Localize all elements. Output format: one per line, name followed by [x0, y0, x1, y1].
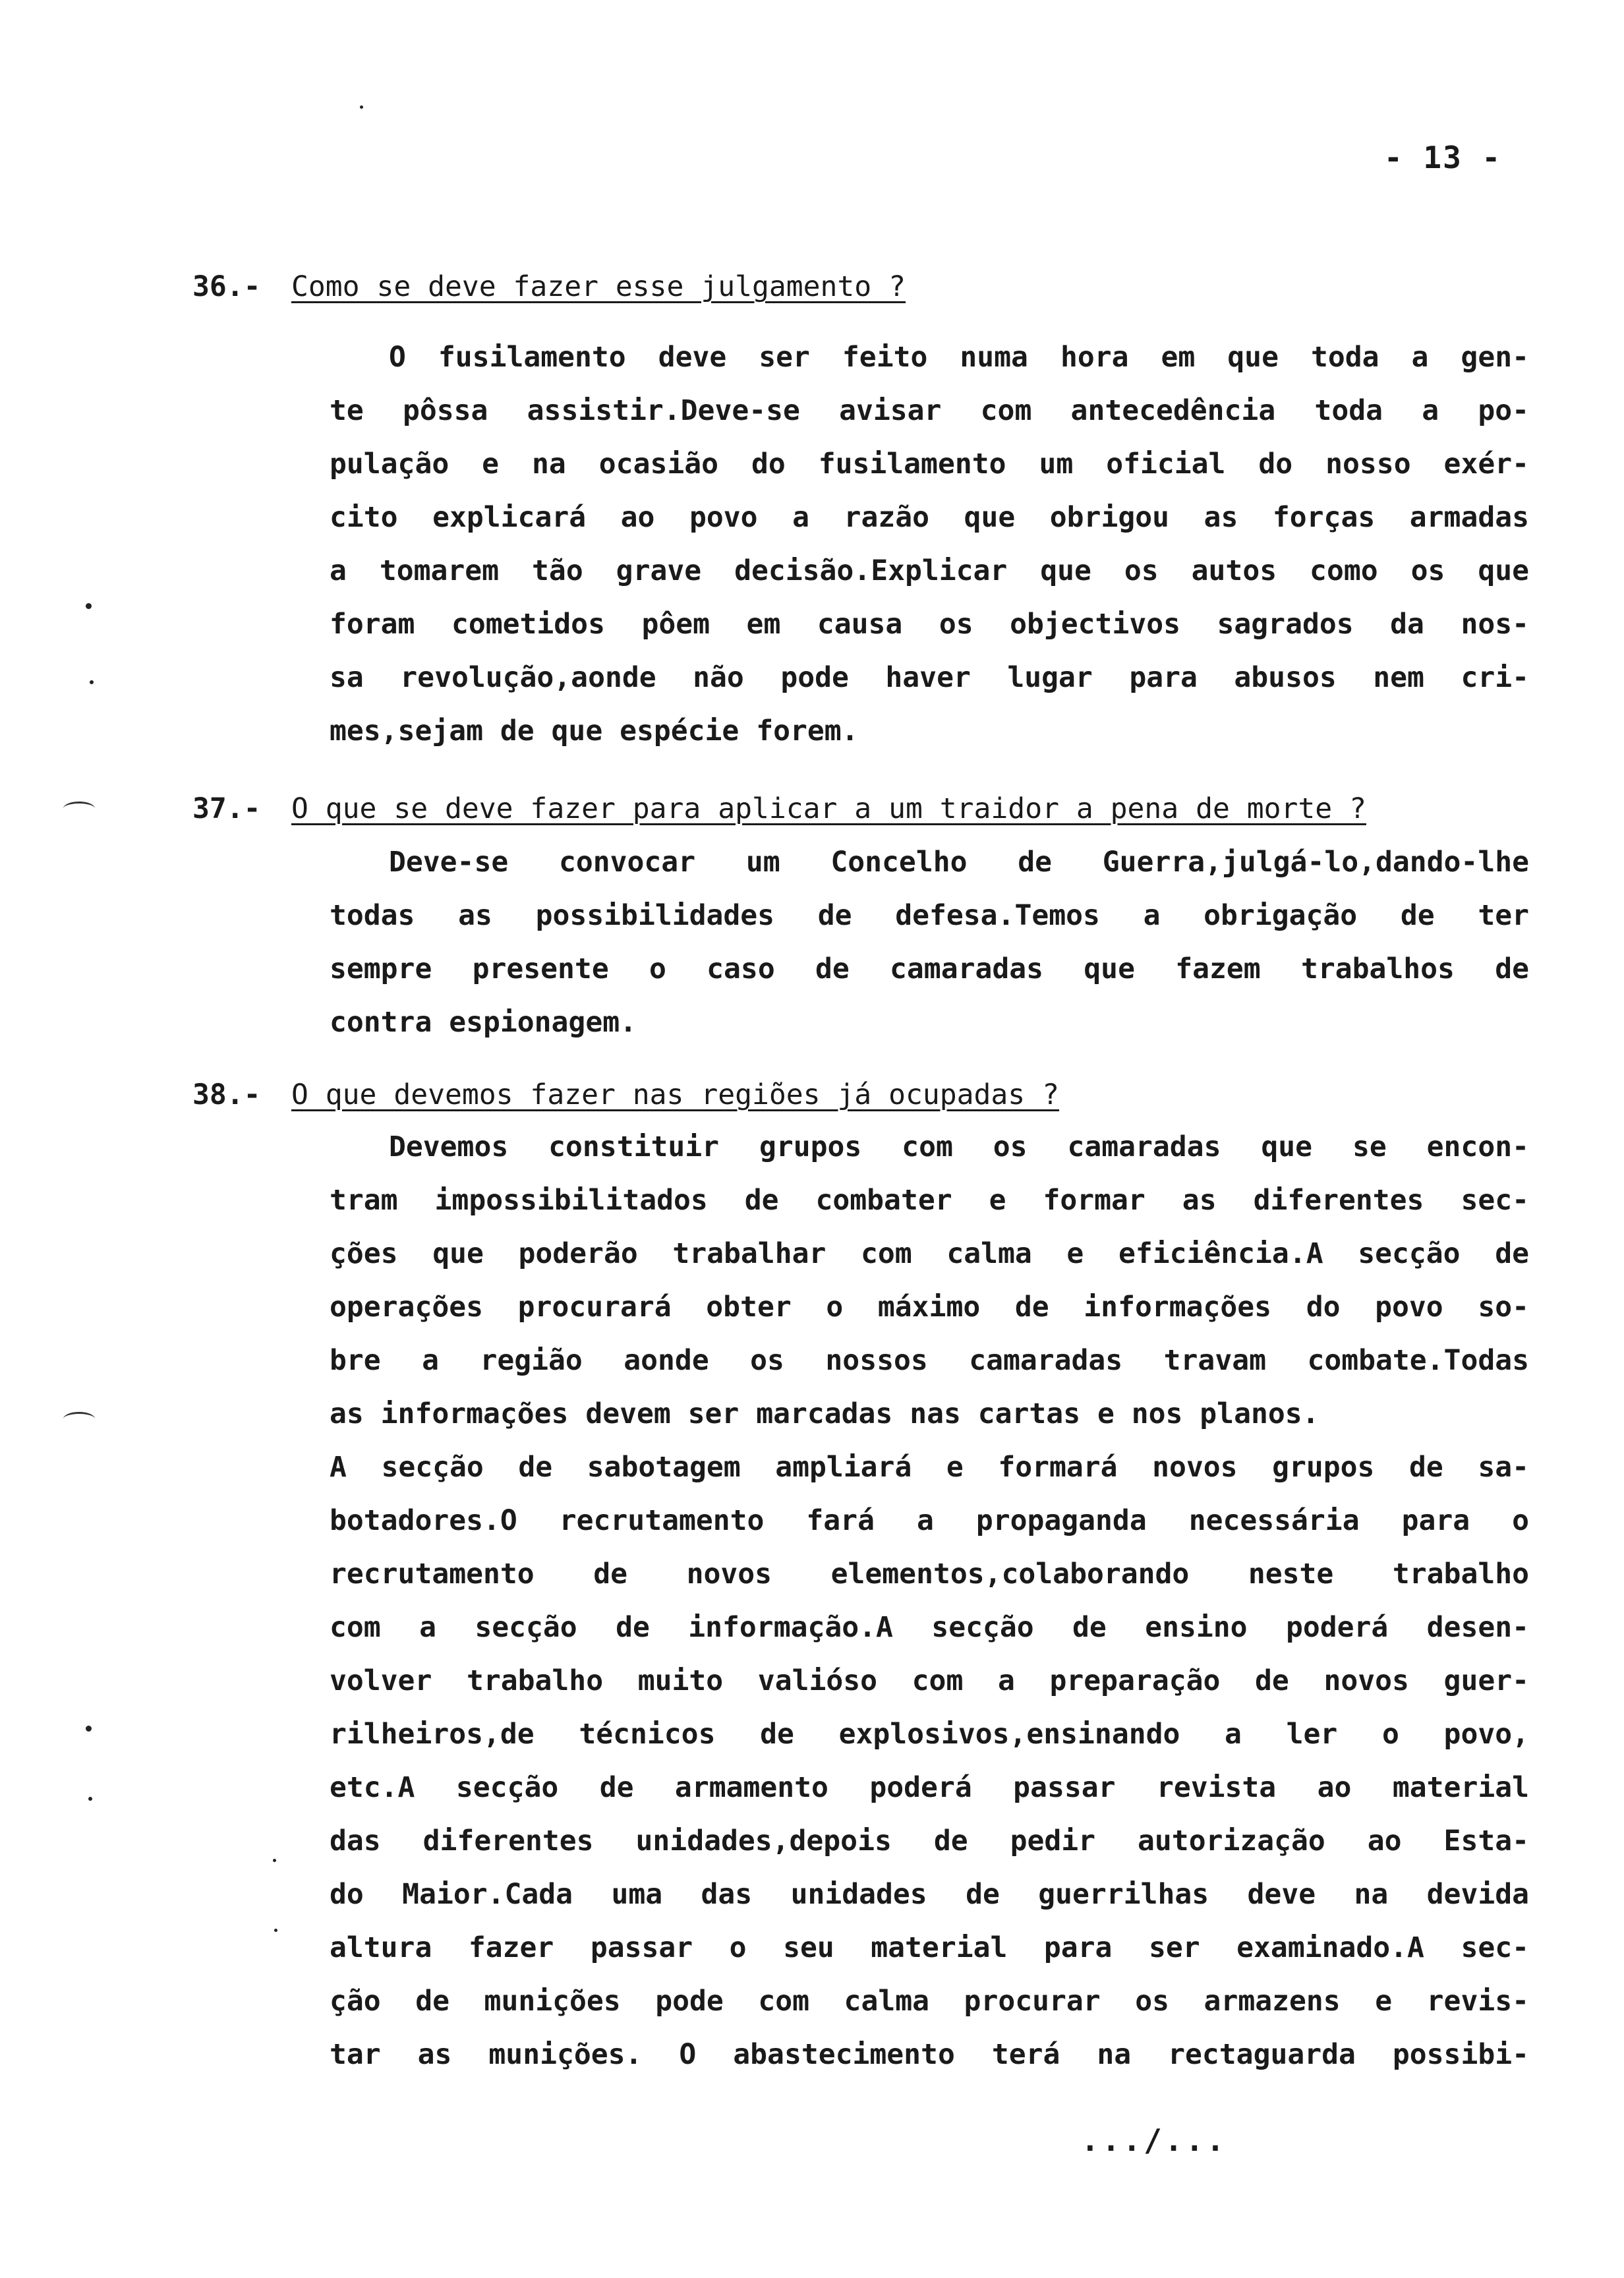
margin-dot-mark	[86, 1726, 92, 1732]
text-line: O fusilamento deve ser feito numa hora em que toda a gen-	[389, 341, 1529, 374]
text-line: pulação e na ocasião do fusilamento um oficial do nosso exér-	[330, 448, 1529, 481]
margin-dot-mark	[86, 603, 92, 609]
margin-arc-mark	[63, 802, 95, 815]
text-line: Deve-se convocar um Concelho de Guerra,julgá-lo,dando-lhe	[389, 846, 1529, 879]
text-line: sempre presente o caso de camaradas que fazem trabalhos de	[330, 952, 1529, 985]
text-line: foram cometidos pôem em causa os objectivos sagrados da nos-	[330, 608, 1529, 641]
question-title-36: Como se deve fazer esse julgamento ?	[291, 270, 906, 303]
text-line: cito explicará ao povo a razão que obrigou as forças armadas	[330, 501, 1529, 534]
text-line: sa revolução,aonde não pode haver lugar para abusos nem cri-	[330, 661, 1529, 694]
text-line: tram impossibilitados de combater e formar as diferentes sec-	[330, 1184, 1529, 1217]
text-line: A secção de sabotagem ampliará e formará novos grupos de sa-	[330, 1451, 1529, 1484]
text-line: das diferentes unidades,depois de pedir autorização ao Esta-	[330, 1825, 1529, 1857]
text-line: Devemos constituir grupos com os camaradas que se encon-	[389, 1130, 1529, 1163]
text-line: contra espionagem.	[330, 1006, 637, 1039]
text-line: a tomarem tão grave decisão.Explicar que os autos como os que	[330, 554, 1529, 587]
text-line: mes,sejam de que espécie forem.	[330, 715, 859, 747]
continuation-marker: .../...	[1081, 2122, 1227, 2158]
answer-paragraph-36	[330, 331, 1529, 758]
text-line: etc.A secção de armamento poderá passar revista ao material	[330, 1771, 1529, 1804]
text-line: botadores.O recrutamento fará a propaganda necessária para o	[330, 1504, 1529, 1537]
answer-paragraph-37	[330, 836, 1529, 1049]
text-line: todas as possibilidades de defesa.Temos a obrigação de ter	[330, 899, 1529, 932]
question-title-38: O que devemos fazer nas regiões já ocupadas ?	[291, 1078, 1059, 1111]
margin-dot-mark	[360, 105, 363, 109]
text-line: as informações devem ser marcadas nas cartas e nos planos.	[330, 1397, 1320, 1430]
text-line: ções que poderão trabalhar com calma e eficiência.A secção de	[330, 1237, 1529, 1270]
question-title-37: O que se deve fazer para aplicar a um traidor a pena de morte ?	[291, 792, 1366, 825]
text-line: te pôssa assistir.Deve-se avisar com antecedência toda a po-	[330, 394, 1529, 427]
text-line: operações procurará obter o máximo de informações do povo so-	[330, 1291, 1529, 1324]
text-line: ção de munições pode com calma procurar os armazens e revis-	[330, 1985, 1529, 2018]
question-number-36: 36.-	[192, 270, 261, 303]
text-line: tar as munições. O abastecimento terá na rectaguarda possibi-	[330, 2038, 1529, 2071]
margin-dot-mark	[88, 1797, 92, 1801]
text-line: altura fazer passar o seu material para ser examinado.A sec-	[330, 1931, 1529, 1964]
text-line: com a secção de informação.A secção de ensino poderá desen-	[330, 1611, 1529, 1644]
text-line: rilheiros,de técnicos de explosivos,ensinando a ler o povo,	[330, 1718, 1529, 1751]
question-number-38: 38.-	[192, 1078, 261, 1111]
margin-arc-mark	[63, 1412, 95, 1426]
text-line: recrutamento de novos elementos,colaborando neste trabalho	[330, 1558, 1529, 1591]
margin-dot-mark	[90, 680, 94, 684]
answer-paragraph-38	[330, 1121, 1529, 2082]
margin-dot-mark	[274, 1929, 277, 1932]
text-line: volver trabalho muito valióso com a preparação de novos guer-	[330, 1664, 1529, 1697]
question-number-37: 37.-	[192, 792, 261, 825]
text-line: bre a região aonde os nossos camaradas travam combate.Todas	[330, 1344, 1529, 1377]
text-line: do Maior.Cada uma das unidades de guerrilhas deve na devida	[330, 1878, 1529, 1911]
margin-dot-mark	[273, 1859, 276, 1862]
page-number: - 13 -	[1384, 140, 1502, 175]
